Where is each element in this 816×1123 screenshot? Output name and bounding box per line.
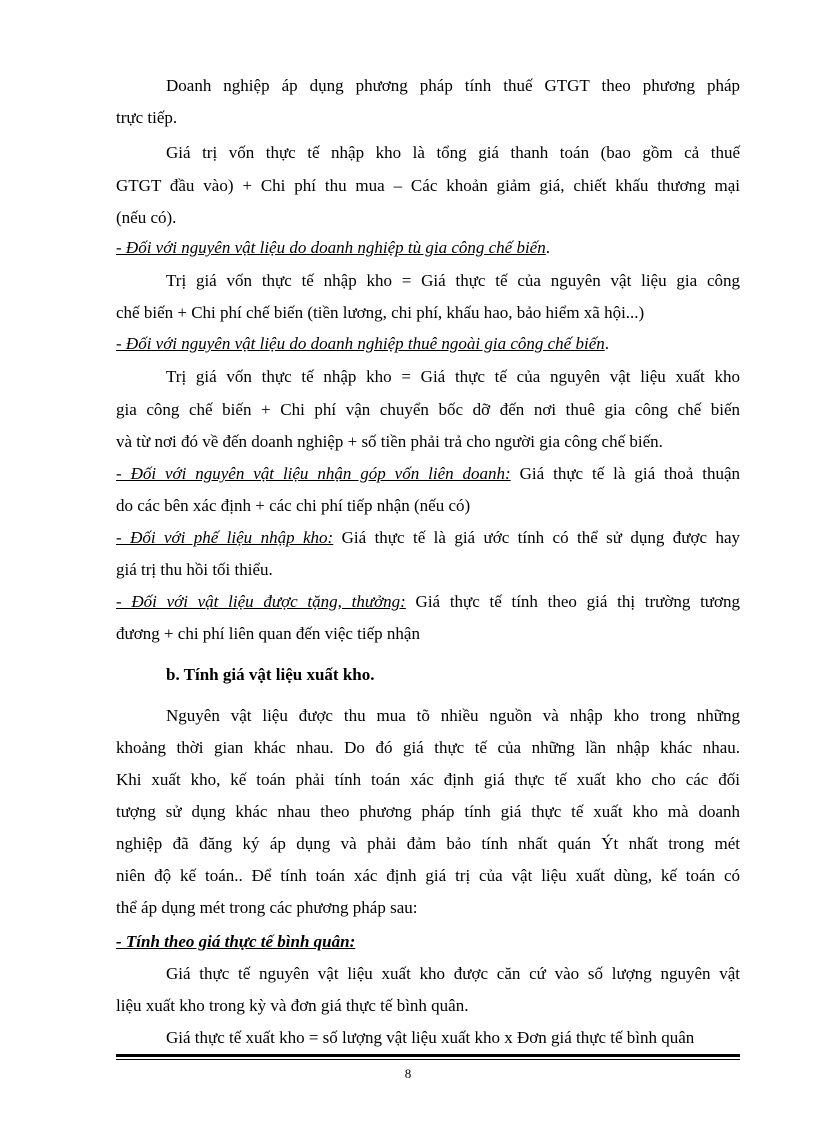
text: Giá thực tế là giá thoả thuận	[510, 464, 740, 483]
paragraph-line	[116, 1026, 740, 1050]
paragraph-line	[116, 704, 740, 728]
subheading-text: - Đối với nguyên vật liệu do doanh nghiệp tù gia công chế biến	[116, 238, 546, 257]
text: GTGT đầu vào) + Chi phí thu mua – Các khoản giảm giá, chiết khấu thương mại	[116, 176, 740, 195]
text: chế biến + Chi phí chế biến (tiền lương, chi phí, khấu hao, bảo hiểm xã hội...)	[116, 303, 645, 322]
paragraph-line	[116, 558, 740, 582]
paragraph-line	[116, 269, 740, 293]
subheading-tang-thuong	[116, 590, 740, 614]
text: nghiệp đã đăng ký áp dụng và phải đảm bảo tính nhất quán Ýt nhất trong mét	[116, 834, 740, 853]
text: Giá thực tế là giá ước tính có thể sử dụng được hay	[333, 528, 741, 547]
subheading-phe-lieu	[116, 526, 740, 550]
footer-rule-thin	[116, 1059, 740, 1060]
text: (nếu có).	[116, 208, 177, 227]
text: .	[545, 238, 550, 257]
text: và từ nơi đó về đến doanh nghiệp + số tiền phải trả cho người gia công chế biến.	[116, 432, 663, 451]
subheading-text: - Đối với nguyên vật liệu do doanh nghiệp thuê ngoài gia công chế biến	[116, 334, 605, 353]
paragraph-line	[116, 365, 740, 389]
paragraph-line	[116, 962, 740, 986]
text: .	[604, 334, 609, 353]
paragraph-line	[116, 832, 740, 856]
subheading-text: - Đối với phế liệu nhập kho:	[116, 528, 334, 547]
text: khoảng thời gian khác nhau. Do đó giá thực tế của những lần nhập khác nhau.	[116, 738, 740, 757]
heading-text: b. Tính giá vật liệu xuất kho.	[166, 665, 375, 684]
text: gia công chế biến + Chi phí vận chuyển bốc dỡ đến nơi thuê gia công chế biến	[116, 400, 740, 419]
paragraph-line	[116, 800, 740, 824]
subheading-text: - Tính theo giá thực tế bình quân:	[116, 932, 356, 951]
paragraph-line	[116, 206, 740, 230]
subheading-tu-gia-cong	[116, 236, 740, 260]
text: liệu xuất kho trong kỳ và đơn giá thực tế bình quân.	[116, 996, 469, 1015]
text: do các bên xác định + các chi phí tiếp nhận (nếu có)	[116, 496, 471, 515]
text: Trị giá vốn thực tế nhập kho = Giá thực tế của nguyên vật liệu xuất kho	[166, 367, 740, 386]
paragraph-line	[116, 174, 740, 198]
paragraph-line	[116, 430, 740, 454]
subheading-text: - Đối với nguyên vật liệu nhận góp vốn liên doanh:	[116, 464, 511, 483]
text: tượng sử dụng khác nhau theo phương pháp tính giá thực tế xuất kho mà doanh	[116, 802, 740, 821]
paragraph-line	[116, 768, 740, 792]
paragraph-line	[116, 398, 740, 422]
text: Khi xuất kho, kế toán phải tính toán xác định giá thực tế xuất kho cho các đối	[116, 770, 740, 789]
paragraph-line	[116, 106, 740, 130]
text: Doanh nghiệp áp dụng phương pháp tính thuế GTGT theo phương pháp	[166, 76, 740, 95]
section-heading-b	[116, 663, 740, 687]
text: giá trị thu hồi tối thiểu.	[116, 560, 273, 579]
page-number: 8	[404, 1066, 412, 1081]
text: Giá thực tế tính theo giá thị trường tương	[405, 592, 740, 611]
text: thể áp dụng mét trong các phương pháp sau:	[116, 898, 418, 917]
text: Nguyên vật liệu được thu mua tõ nhiều nguồn và nhập kho trong những	[166, 706, 740, 725]
footer-rule-thick	[116, 1054, 740, 1057]
subheading-text: - Đối với vật liệu được tặng, thưởng:	[116, 592, 406, 611]
paragraph-line	[116, 896, 740, 920]
text: Giá trị vốn thực tế nhập kho là tổng giá thanh toán (bao gồm cả thuế	[166, 143, 740, 162]
text: trực tiếp.	[116, 108, 178, 127]
text: Giá thực tế nguyên vật liệu xuất kho được căn cứ vào số lượng nguyên vật	[166, 964, 740, 983]
paragraph-line	[116, 141, 740, 165]
subheading-binh-quan	[116, 930, 740, 954]
subheading-gop-von	[116, 462, 740, 486]
paragraph-line	[116, 622, 740, 646]
paragraph-line	[116, 74, 740, 98]
paragraph-line	[116, 494, 740, 518]
paragraph-line	[116, 994, 740, 1018]
paragraph-line	[116, 736, 740, 760]
text: niên độ kế toán.. Để tính toán xác định giá trị của vật liệu xuất dùng, kế toán có	[116, 866, 740, 885]
text: Trị giá vốn thực tế nhập kho = Giá thực tế của nguyên vật liệu gia công	[166, 271, 740, 290]
text: đương + chi phí liên quan đến việc tiếp nhận	[116, 624, 420, 643]
paragraph-line	[116, 301, 740, 325]
subheading-thue-ngoai	[116, 332, 740, 356]
text: Giá thực tế xuất kho = số lượng vật liệu xuất kho x Đơn giá thực tế bình quân	[166, 1028, 695, 1047]
paragraph-line	[116, 864, 740, 888]
